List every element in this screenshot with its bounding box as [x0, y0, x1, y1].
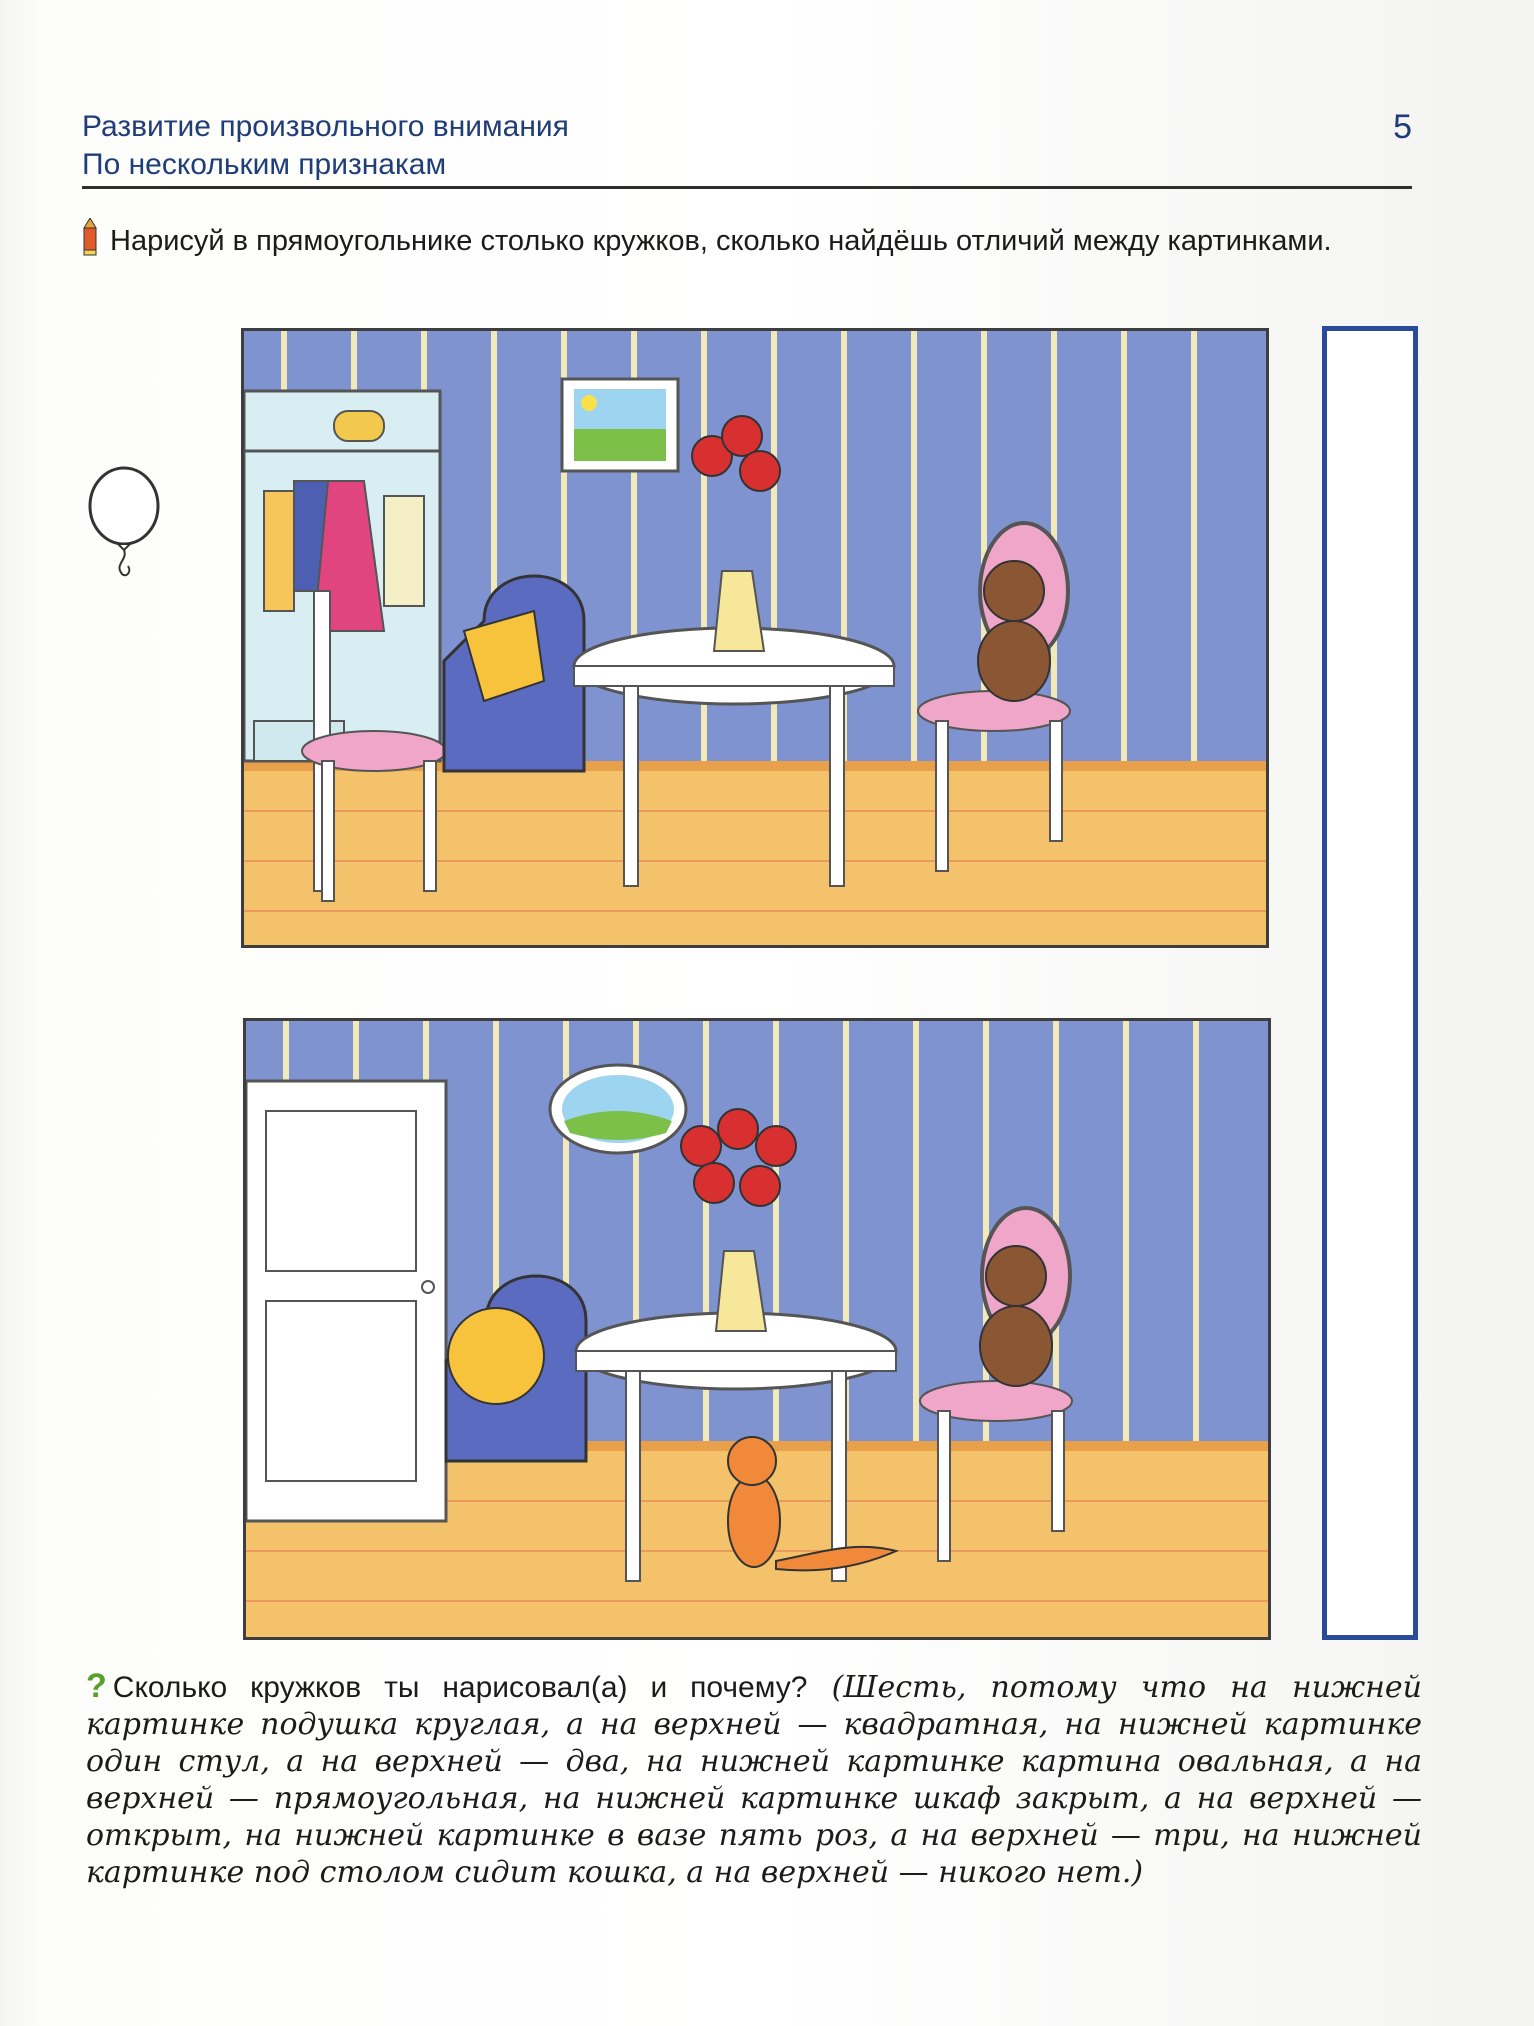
pencil-icon [82, 218, 98, 256]
answer-rectangle[interactable] [1322, 326, 1418, 1640]
section-subtitle: По нескольким признакам [82, 148, 447, 181]
section-title: Развитие произвольного внимания [82, 110, 569, 143]
task-instruction [82, 218, 1412, 262]
top-room-picture [241, 328, 1269, 948]
task-text: Нарисуй в прямоугольнике столько кружков, сколько найдёшь отличий между картинками. [110, 225, 1332, 257]
page-number: 5 [1393, 108, 1412, 146]
bottom-room-picture [243, 1018, 1271, 1640]
page-header [82, 108, 1412, 184]
question-prompt: Сколько кружков ты нарисовал(а) и почему? [112, 1671, 808, 1704]
question-mark-icon: ? [86, 1667, 107, 1705]
header-divider [82, 186, 1412, 189]
question-answer: (Шесть, потому что на нижней картинке подушка круглая, а на верхней — квадратная, на нижней картинке один стул, а на верхней — два, на нижней картинке картина овальная, а на верхней — прямоугольная, на нижней картинке шкаф закрыт, а на верхней — открыт, на нижней картинке в вазе пять роз, а на верхней — три, на нижней картинке под столом сидит кошка, а на верхней — никого нет.) [86, 1670, 1422, 1890]
question-block [86, 1668, 1422, 1891]
balloon-icon [84, 464, 180, 582]
